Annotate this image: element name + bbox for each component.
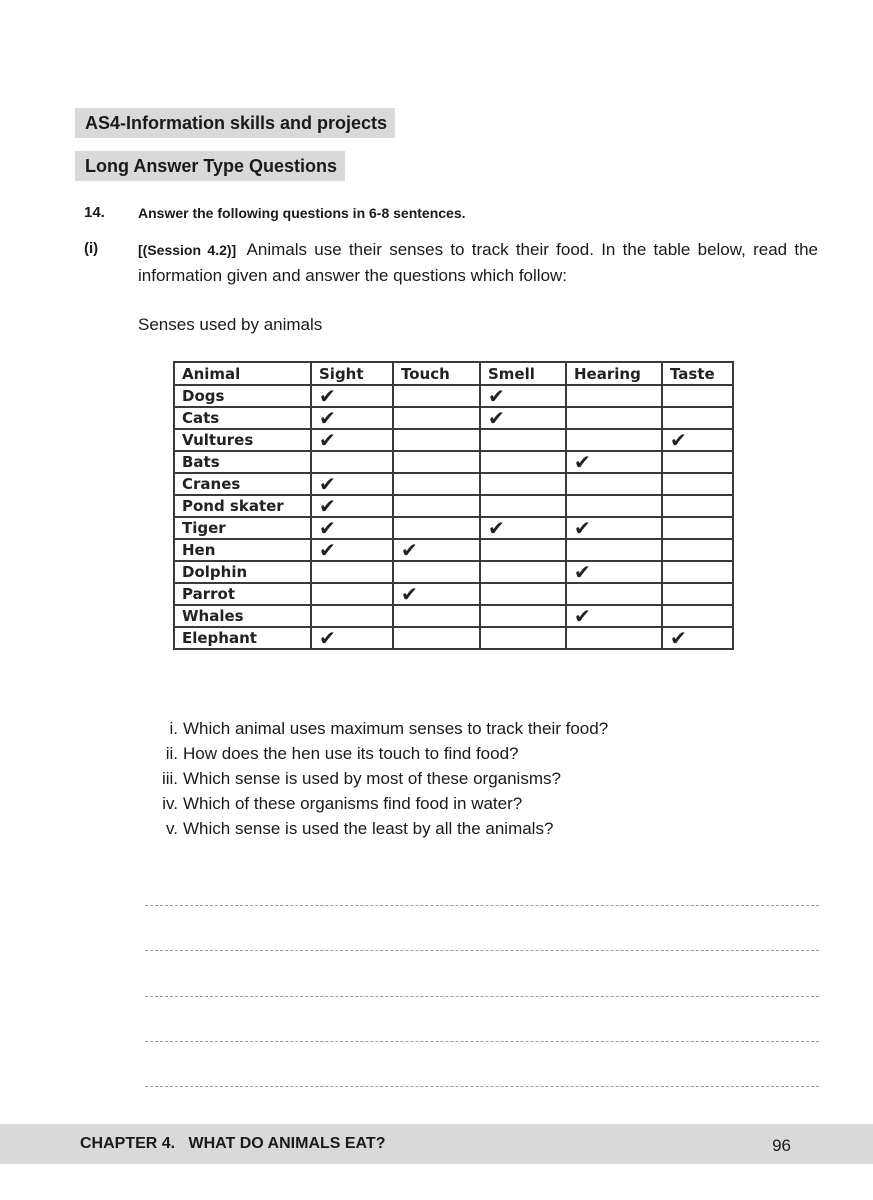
smell-cell <box>480 385 566 407</box>
smell-cell <box>480 473 566 495</box>
hearing-cell <box>566 517 662 539</box>
question-item-number: iv. <box>162 794 178 813</box>
smell-cell <box>480 605 566 627</box>
smell-cell <box>480 407 566 429</box>
hearing-cell <box>566 539 662 561</box>
smell-cell <box>480 517 566 539</box>
smell-cell <box>480 627 566 649</box>
check-mark-icon: ✔ <box>574 516 591 540</box>
taste-cell <box>662 385 733 407</box>
sight-cell <box>311 451 393 473</box>
table-row <box>174 407 733 429</box>
question-item <box>140 716 608 741</box>
animal-name: Pond skater <box>174 495 311 517</box>
sight-cell <box>311 605 393 627</box>
taste-cell <box>662 627 733 649</box>
touch-cell <box>393 429 480 451</box>
animal-name: Cats <box>174 407 311 429</box>
touch-cell <box>393 517 480 539</box>
check-mark-icon: ✔ <box>319 428 336 452</box>
hearing-cell <box>566 451 662 473</box>
smell-cell <box>480 539 566 561</box>
sight-cell <box>311 407 393 429</box>
header-animal: Animal <box>174 362 311 385</box>
taste-cell <box>662 473 733 495</box>
animal-name: Dolphin <box>174 561 311 583</box>
taste-cell <box>662 539 733 561</box>
sight-cell <box>311 583 393 605</box>
check-mark-icon: ✔ <box>488 384 505 408</box>
smell-cell <box>480 583 566 605</box>
question-item <box>140 766 608 791</box>
check-mark-icon: ✔ <box>319 472 336 496</box>
table-row <box>174 473 733 495</box>
check-mark-icon: ✔ <box>488 406 505 430</box>
sight-cell <box>311 517 393 539</box>
answer-line[interactable] <box>145 905 819 906</box>
question-number: 14. <box>84 204 105 221</box>
chapter-title: CHAPTER 4. WHAT DO ANIMALS EAT? <box>80 1135 386 1152</box>
check-mark-icon: ✔ <box>319 626 336 650</box>
smell-cell <box>480 429 566 451</box>
table-caption: Senses used by animals <box>138 315 323 334</box>
question-item-number: iii. <box>161 769 178 788</box>
touch-cell <box>393 605 480 627</box>
question-item-text: Which animal uses maximum senses to track their food? <box>183 719 609 738</box>
taste-cell <box>662 495 733 517</box>
question-item-text: Which sense is used by most of these organisms? <box>183 769 561 788</box>
question-item-text: Which of these organisms find food in water? <box>183 794 523 813</box>
table-row <box>174 495 733 517</box>
check-mark-icon: ✔ <box>319 538 336 562</box>
check-mark-icon: ✔ <box>488 516 505 540</box>
animal-name: Parrot <box>174 583 311 605</box>
sight-cell <box>311 539 393 561</box>
check-mark-icon: ✔ <box>574 604 591 628</box>
hearing-cell <box>566 407 662 429</box>
taste-cell <box>662 407 733 429</box>
animal-name: Vultures <box>174 429 311 451</box>
check-mark-icon: ✔ <box>670 428 687 452</box>
sight-cell <box>311 495 393 517</box>
sight-cell <box>311 473 393 495</box>
touch-cell <box>393 583 480 605</box>
hearing-cell <box>566 473 662 495</box>
check-mark-icon: ✔ <box>670 626 687 650</box>
senses-table <box>173 361 734 650</box>
paragraph-text: Animals use their senses to track their food. In the table below, read the information given and answer the questions which follow: <box>138 240 818 285</box>
table-row <box>174 451 733 473</box>
smell-cell <box>480 495 566 517</box>
question-item-number: i. <box>169 719 178 738</box>
answer-line[interactable] <box>145 950 819 951</box>
smell-cell <box>480 451 566 473</box>
sight-cell <box>311 385 393 407</box>
header-smell: Smell <box>480 362 566 385</box>
table-header-row <box>174 362 733 385</box>
animal-name: Cranes <box>174 473 311 495</box>
hearing-cell <box>566 583 662 605</box>
section-heading: AS4-Information skills and projects <box>75 108 395 138</box>
table-row <box>174 627 733 649</box>
hearing-cell <box>566 605 662 627</box>
subsection-heading: Long Answer Type Questions <box>75 151 345 181</box>
sight-cell <box>311 561 393 583</box>
table-row <box>174 605 733 627</box>
sight-cell <box>311 429 393 451</box>
header-touch: Touch <box>393 362 480 385</box>
hearing-cell <box>566 561 662 583</box>
session-reference: [(Session 4.2)] <box>138 242 237 258</box>
table-row <box>174 561 733 583</box>
header-taste: Taste <box>662 362 733 385</box>
question-item-number: ii. <box>165 744 178 763</box>
question-item-text: How does the hen use its touch to find food? <box>183 744 519 763</box>
touch-cell <box>393 473 480 495</box>
header-hearing: Hearing <box>566 362 662 385</box>
check-mark-icon: ✔ <box>319 516 336 540</box>
table-row <box>174 583 733 605</box>
question-item-text: Which sense is used the least by all the animals? <box>183 819 554 838</box>
part-label: (i) <box>84 240 99 257</box>
answer-line[interactable] <box>145 1041 819 1042</box>
smell-cell <box>480 561 566 583</box>
page-number: 96 <box>772 1136 791 1155</box>
animal-name: Whales <box>174 605 311 627</box>
check-mark-icon: ✔ <box>319 384 336 408</box>
table-row <box>174 429 733 451</box>
question-instruction: Answer the following questions in 6-8 sentences. <box>138 205 466 221</box>
touch-cell <box>393 385 480 407</box>
animal-name: Bats <box>174 451 311 473</box>
question-paragraph <box>138 237 818 289</box>
animal-name: Hen <box>174 539 311 561</box>
taste-cell <box>662 517 733 539</box>
hearing-cell <box>566 385 662 407</box>
touch-cell <box>393 451 480 473</box>
hearing-cell <box>566 495 662 517</box>
check-mark-icon: ✔ <box>574 450 591 474</box>
touch-cell <box>393 539 480 561</box>
check-mark-icon: ✔ <box>319 494 336 518</box>
touch-cell <box>393 407 480 429</box>
table-row <box>174 385 733 407</box>
answer-line[interactable] <box>145 996 819 997</box>
touch-cell <box>393 627 480 649</box>
check-mark-icon: ✔ <box>401 538 418 562</box>
touch-cell <box>393 495 480 517</box>
question-list <box>140 716 608 841</box>
animal-name: Tiger <box>174 517 311 539</box>
taste-cell <box>662 605 733 627</box>
hearing-cell <box>566 429 662 451</box>
sight-cell <box>311 627 393 649</box>
check-mark-icon: ✔ <box>401 582 418 606</box>
animal-name: Dogs <box>174 385 311 407</box>
page-footer <box>0 1124 873 1164</box>
header-sight: Sight <box>311 362 393 385</box>
question-item <box>140 816 608 841</box>
check-mark-icon: ✔ <box>574 560 591 584</box>
animal-name: Elephant <box>174 627 311 649</box>
question-item-number: v. <box>166 819 178 838</box>
table-row <box>174 539 733 561</box>
taste-cell <box>662 429 733 451</box>
taste-cell <box>662 583 733 605</box>
question-item <box>140 741 608 766</box>
check-mark-icon: ✔ <box>319 406 336 430</box>
table-row <box>174 517 733 539</box>
answer-line[interactable] <box>145 1086 819 1087</box>
taste-cell <box>662 561 733 583</box>
touch-cell <box>393 561 480 583</box>
question-item <box>140 791 608 816</box>
hearing-cell <box>566 627 662 649</box>
taste-cell <box>662 451 733 473</box>
